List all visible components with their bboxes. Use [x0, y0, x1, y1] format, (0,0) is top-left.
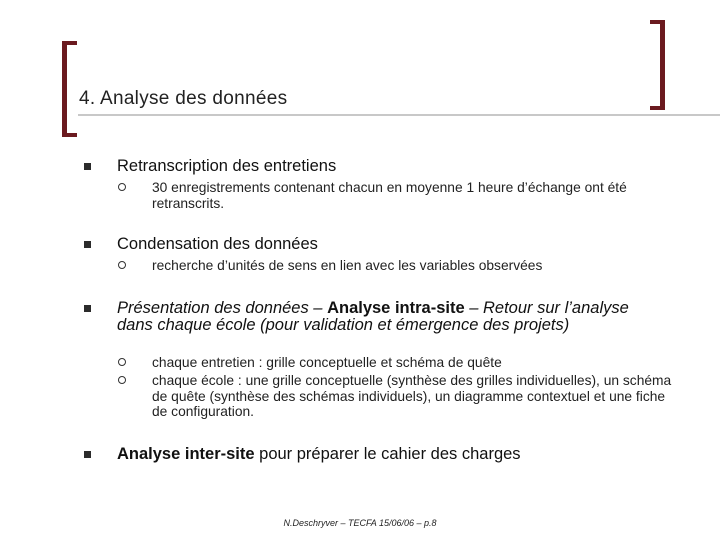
slide-title: 4. Analyse des données	[79, 88, 288, 109]
circle-bullet-icon	[118, 183, 126, 191]
square-bullet-icon	[84, 451, 91, 458]
section-heading	[117, 446, 521, 463]
section-subitem: chaque école : une grille conceptuelle (synthèse des grilles individuelles), un schéma de quête (synthèse des schémas individuels), un diagramme contextuel et une fiche de configuration.	[152, 373, 672, 419]
circle-bullet-icon	[118, 376, 126, 384]
right-bracket-decoration	[650, 20, 665, 110]
square-bullet-icon	[84, 305, 91, 312]
square-bullet-icon	[84, 163, 91, 170]
section-subitem: 30 enregistrements contenant chacun en moyenne 1 heure d’échange ont été retranscrits.	[152, 180, 627, 211]
heading-regular-part: pour préparer le cahier des charges	[254, 445, 521, 463]
slide-footer: N.Deschryver – TECFA 15/06/06 – p.8	[283, 518, 437, 528]
heading-bold-part: Analyse inter-site	[117, 445, 255, 463]
left-bracket-decoration	[62, 41, 77, 137]
heading-bold-part: Analyse intra-site	[327, 299, 465, 317]
circle-bullet-icon	[118, 358, 126, 366]
section-heading	[117, 300, 637, 334]
section-subitem: recherche d’unités de sens en lien avec les variables observées	[152, 258, 543, 273]
heading-italic-part: Présentation des données –	[117, 299, 328, 317]
square-bullet-icon	[84, 241, 91, 248]
heading-italic-part: – Retour sur l’analyse dans chaque école (pour validation et émergence des projets)	[117, 299, 629, 334]
circle-bullet-icon	[118, 261, 126, 269]
section-heading: Condensation des données	[117, 235, 318, 253]
section-heading: Retranscription des entretiens	[117, 157, 337, 175]
title-underline	[78, 114, 720, 116]
section-subitem: chaque entretien : grille conceptuelle et schéma de quête	[152, 355, 502, 370]
